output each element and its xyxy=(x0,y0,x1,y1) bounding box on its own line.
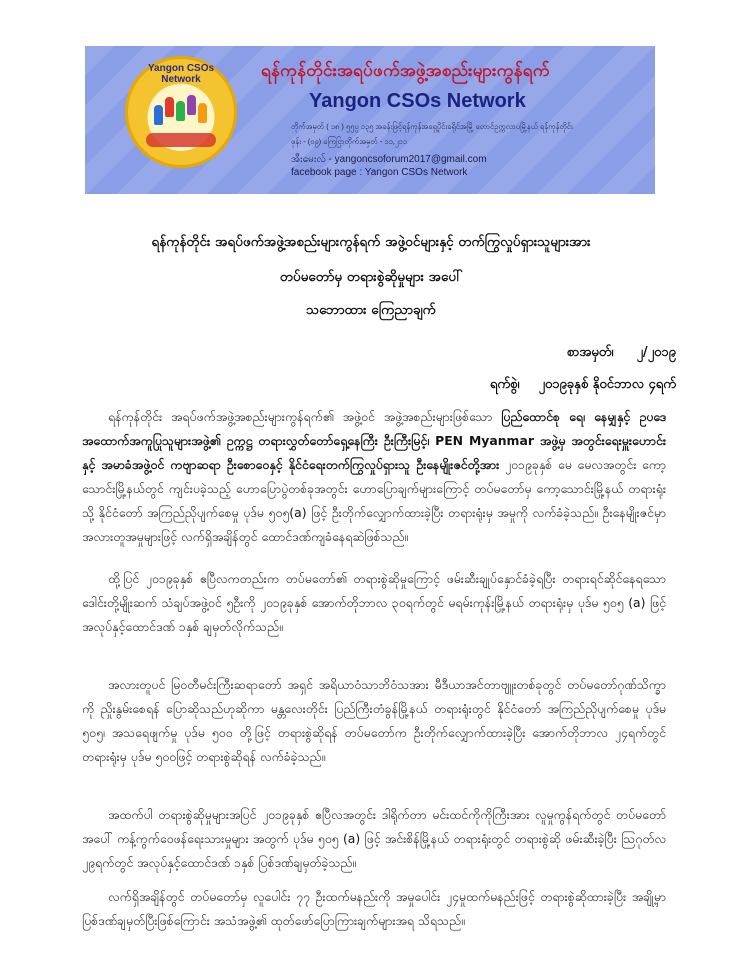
facebook-line: facebook page : Yangon CSOs Network xyxy=(291,167,468,178)
network-logo xyxy=(125,56,237,168)
address-line: တိုက်အမှတ် ( ၁၈ ) ၅၅ပ္ပ ၁၃၅ အခန်းဖြင့်ရန်ကုန်အရှေ့ပိုင်းခရိုင်အမြို့ တောင်ဥက္ကလာပမြို့နယ် ရန်ကုန်တိုင်း xyxy=(291,122,573,131)
reference-number xyxy=(567,344,676,363)
statement-date xyxy=(490,376,676,395)
heading-line-3: သဘောထား ကြေညာချက် xyxy=(306,302,436,318)
body-paragraph-3: အလားတူပင် မြဝတီမင်းကြီးဆရာတော် အရှင် အရိယာဝံသာဘိဝံသအား မီဒီယာအင်တာဗျူးတစ်ခုတွင် တပ်မတော်ဂုဏ်သိက္ခာကို ညှိုးနွမ်းစေရန် ပြောဆိုသည်ဟုဆိုကာ မန္တလေးတိုင်း ပြည်ကြီးတံခွန်မြို့နယ် တရားရုံးတွင် နိုင်ငံတော် အကြည်ညိုပျက်စေမှု ပုဒ်မ ၅၀၅၊ အသရေဖျက်မှု ပုဒ်မ ၅၀၀ တို့ဖြင့် တရားစွဲဆိုရန် တပ်မတော်က ဦးတိုက်လျှောက်ထားခဲ့ပြီး အောက်တိုဘာလ ၂၄ရက်တွင် တရားရုံးမှ ပုဒ်မ ၅၀၀ဖြင့် တရားစွဲဆိုရန် လက်ခံခဲ့သည်။ xyxy=(82,677,666,764)
email-line: အီးမေးလ် - yangoncsoforum2017@gmail.com xyxy=(291,154,487,165)
ref-label: စာအမှတ်၊ xyxy=(566,345,614,360)
raised-hands-icon xyxy=(154,95,210,131)
body-paragraph-1 xyxy=(82,405,666,551)
heading-line-1: ရန်ကုန်တိုင်း အရပ်ဖက်အဖွဲ့အစည်းများကွန်ရက် အဖွဲ့ဝင်များနှင့် တက်ကြွလှုပ်ရှားသူများအား xyxy=(151,234,591,250)
p1-highlight: ပြည်ထောင်စု ရေ၊ နေမျှနှင့် ဥပဒေအထောက်အကူပြုသူများအဖွဲ့၏ ဥက္ကဋ္ဌ တရားလွှတ်တော်ရှေ့နေကြီး ဦးကြီးမြင့်၊ PEN Myanmar အဖွဲ့မှ အတွင်းရေးမှူးဟောင်းနှင့် အမာခံအဖွဲ့ဝင် ကဗျာဆရာ ဦးစောဝေနှင့် နိုင်ငံရေးတက်ကြွလှုပ်ရှားသူ ဦးနေမျိုးဇင်တို့အား xyxy=(82,409,666,472)
p1-lead: ရန်ကုန်တိုင်း အရပ်ဖက်အဖွဲ့အစည်းများကွန်ရက်၏ အဖွဲ့ဝင် အဖွဲ့အစည်းများဖြစ်သော xyxy=(108,409,502,424)
date-label: ရက်စွဲ၊ xyxy=(489,377,520,392)
logo-base-shape xyxy=(146,133,216,147)
body-paragraph-4: အထက်ပါ တရားစွဲဆိုမှုများအပြင် ၂၀၁၉ခုနှစ် ဧပြီလအတွင်း ဒါရိုက်တာ မင်းထင်ကိုကိုကြီးအား လူမှုကွန်ရက်တွင် တပ်မတော်အပေါ် ကန့်ကွက်ဝေဖန်ရေးသားမှုများ အတွက် ပုဒ်မ ၅၀၅ (a) ဖြင့် အင်းစိန်မြို့နယ် တရားရုံးတွင် တရားစွဲဆို ဖမ်းဆီးခဲ့ပြီး ဩဂုတ်လ ၂၉ရက်တွင် အလုပ်နှင့်ထောင်ဒဏ် ၁နှစ် ပြစ်ဒဏ်ချမှတ်ခဲ့သည်။ xyxy=(82,807,666,870)
logo-text: Yangon CSOs Network xyxy=(147,63,215,85)
p1-rest: ၂၀၁၉ခုနှစ် မေ မေလအတွင်း ကော့သောင်းမြို့နယ်တွင် ကျင်းပခဲ့သည့် ဟောပြောပွဲတစ်ခုအတွင်း ဟောပြောချက်များကြောင့် တပ်မတော်မှ ကော့သောင်းမြို့နယ် တရားရုံးသို့ နိုင်ငံတော် အကြည်ညိုပျက်စေမှု ပုဒ်မ ၅၀၅(a) ဖြင့် ဦးတိုက်လျှောက်ထားခဲ့ပြီး တရားရုံးမှ အမှုကို လက်ခံခဲ့သည်။ ဦးနေမျိုးဇင်မှာ အလားတူအမှုများဖြင့် လက်ရှိအချိန်တွင် ထောင်ဒဏ်ကျခံနေရဆဲဖြစ်သည်။ xyxy=(82,457,666,544)
ref-value: ၂/၂၀၁၉ xyxy=(636,345,676,360)
org-name-myanmar: ရန်ကုန်တိုင်းအရပ်ဖက်အဖွဲ့အစည်းများကွန်ရက် xyxy=(261,61,550,81)
org-name-english: Yangon CSOs Network xyxy=(309,90,526,112)
letterhead-banner xyxy=(85,46,655,194)
date-value: ၂၀၁၉ခုနှစ် နိုဝင်ဘာလ ၄ရက် xyxy=(538,377,676,392)
heading-line-2: တပ်မတော်မှ တရားစွဲဆိုမှုများ အပေါ် xyxy=(279,269,463,285)
body-paragraph-2: ထို့ပြင် ၂၀၁၉ခုနှစ် ဧပြီလကတည်းက တပ်မတော်၏ တရားစွဲဆိုမှုကြောင့် ဖမ်းဆီးချုပ်နှောင်ခံခဲ့ရပြီး တရားရင်ဆိုင်နေရသော ဒေါင်းတို့မျိုးဆက် သံချပ်အဖွဲ့ဝင် ၅ဦးကို ၂၀၁၉ခုနှစ် အောက်တိုဘာလ ၃၀ရက်တွင် မရမ်းကုန်းမြို့နယ် တရားရုံးမှ ပုဒ်မ ၅၀၅ (a) ဖြင့် အလုပ်နှင့်ထောင်ဒဏ် ၁နှစ် ချမှတ်လိုက်သည်။ xyxy=(82,571,666,634)
body-paragraph-5: လက်ရှိအချိန်တွင် တပ်မတော်မှ လူပေါင်း ၇၇ ဦးထက်မနည်းကို အမှုပေါင်း ၂၄မှုထက်မနည်းဖြင့် တရားစွဲဆိုထားခဲ့ပြီး အချို့မှာ ပြစ်ဒဏ်ချမှတ်ပြီးဖြစ်ကြောင်း အသံအဖွဲ့၏ ထုတ်ဖော်ပြောကြားချက်များအရ သိရသည်။ xyxy=(82,889,666,928)
phone-line: ဖုန်း - (၀၉) ကြေငြာတိုက်အမှတ် - ၁၁,၂၁၁ xyxy=(291,137,407,146)
